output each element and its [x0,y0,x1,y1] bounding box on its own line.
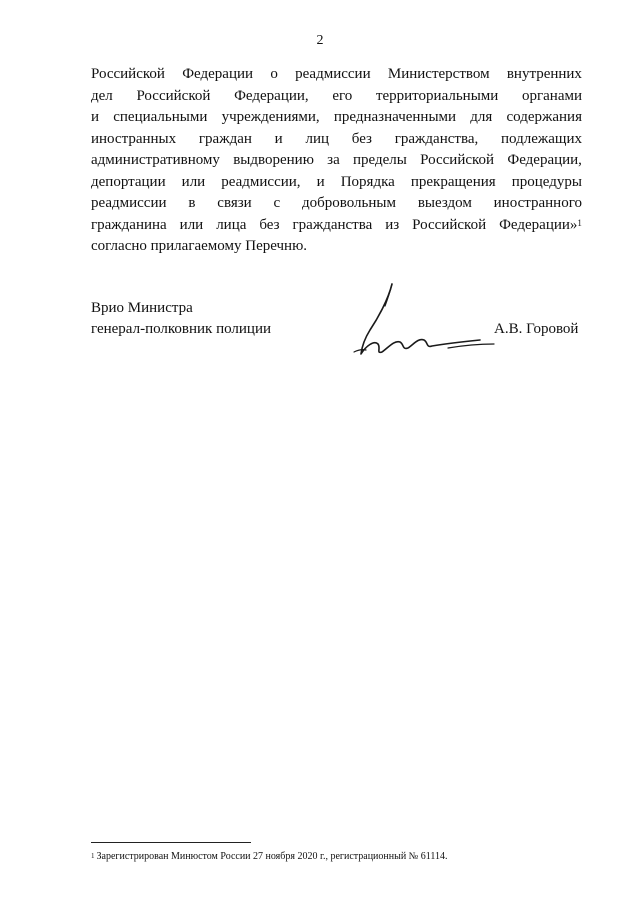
body-word: внутренних [506,66,582,82]
body-word: территориальными [375,87,499,104]
body-word: для [470,109,493,125]
body-word: в [188,195,196,211]
body-word: выездом [417,195,472,211]
body-word: органами [521,87,582,104]
body-line [91,172,582,194]
body-word: Министерством [387,66,490,82]
body-word: или [181,173,206,190]
body-word: иностранного [493,195,582,211]
body-word: граждан [198,130,252,147]
body-line [91,86,582,108]
body-word: специальными [113,109,208,125]
signatory-rank: генерал-полковник полиции [91,321,272,337]
body-word: без [259,216,280,233]
body-word: гражданина [91,216,167,233]
body-word: Федерации, [507,152,582,168]
body-word: его [332,87,353,104]
body-word: дел [91,87,113,104]
signatory-name: А.В. Горовой [494,321,579,337]
body-word: гражданства, [394,130,479,147]
body-word: реадмиссии [91,195,167,211]
footnote-marker: 1 [91,852,95,860]
body-word: выдворению [233,152,314,168]
body-word: прекращения [410,173,496,190]
body-word: Российской [420,152,495,168]
footnote-separator [91,842,251,843]
body-word: без [351,130,372,147]
body-line [91,129,582,151]
signatory-position: Врио Министра [91,300,193,316]
body-word: добровольным [302,195,396,211]
body-word: из [385,216,400,233]
body-word: Порядка [340,173,395,190]
body-word: депортации [91,173,166,190]
body-line [91,107,582,129]
footnote-reference: 1 [577,217,582,228]
body-line [91,193,582,215]
body-word: реадмиссии, [221,173,301,190]
body-line [91,64,582,86]
body-word: административному [91,152,220,168]
body-word: предназначенными [333,109,457,125]
body-word: Российской [136,87,211,104]
body-word: о [270,66,278,82]
body-word: Российской [91,66,165,82]
body-word: за [327,152,340,168]
body-last-line-text: согласно прилагаемому Перечню. [91,238,308,254]
footnote-text: Зарегистрирован Минюстом России 27 ноября 2020 г., регистрационный № 61114. [96,851,448,862]
body-word: лиц [305,130,329,147]
body-word: или [179,216,204,233]
body-word: с [273,195,281,211]
body-word: реадмиссии [295,66,371,82]
footnote [91,851,447,863]
body-paragraph [91,64,582,258]
body-word: содержания [506,109,582,125]
body-word: лица [216,216,247,233]
body-word: иностранных [91,130,177,147]
body-word: и [274,130,283,147]
body-word: Федерации»$^1$ [499,216,582,233]
body-line [91,215,582,237]
body-line [91,150,582,172]
page-number: 2 [316,33,324,48]
body-word: учреждениями, [221,109,320,125]
handwritten-signature [348,278,498,363]
body-word: Федерации, [234,87,309,104]
signature-block [91,298,271,340]
body-word: связи [217,195,252,211]
body-word: процедуры [511,173,582,190]
body-line-last [91,236,582,258]
body-word: и [316,173,325,190]
body-word: пределы [353,152,407,168]
body-word: Российской [412,216,487,233]
body-word: подлежащих [501,130,582,147]
body-word: Федерации [182,66,254,82]
body-word: и [91,109,100,125]
body-word: гражданства [292,216,373,233]
